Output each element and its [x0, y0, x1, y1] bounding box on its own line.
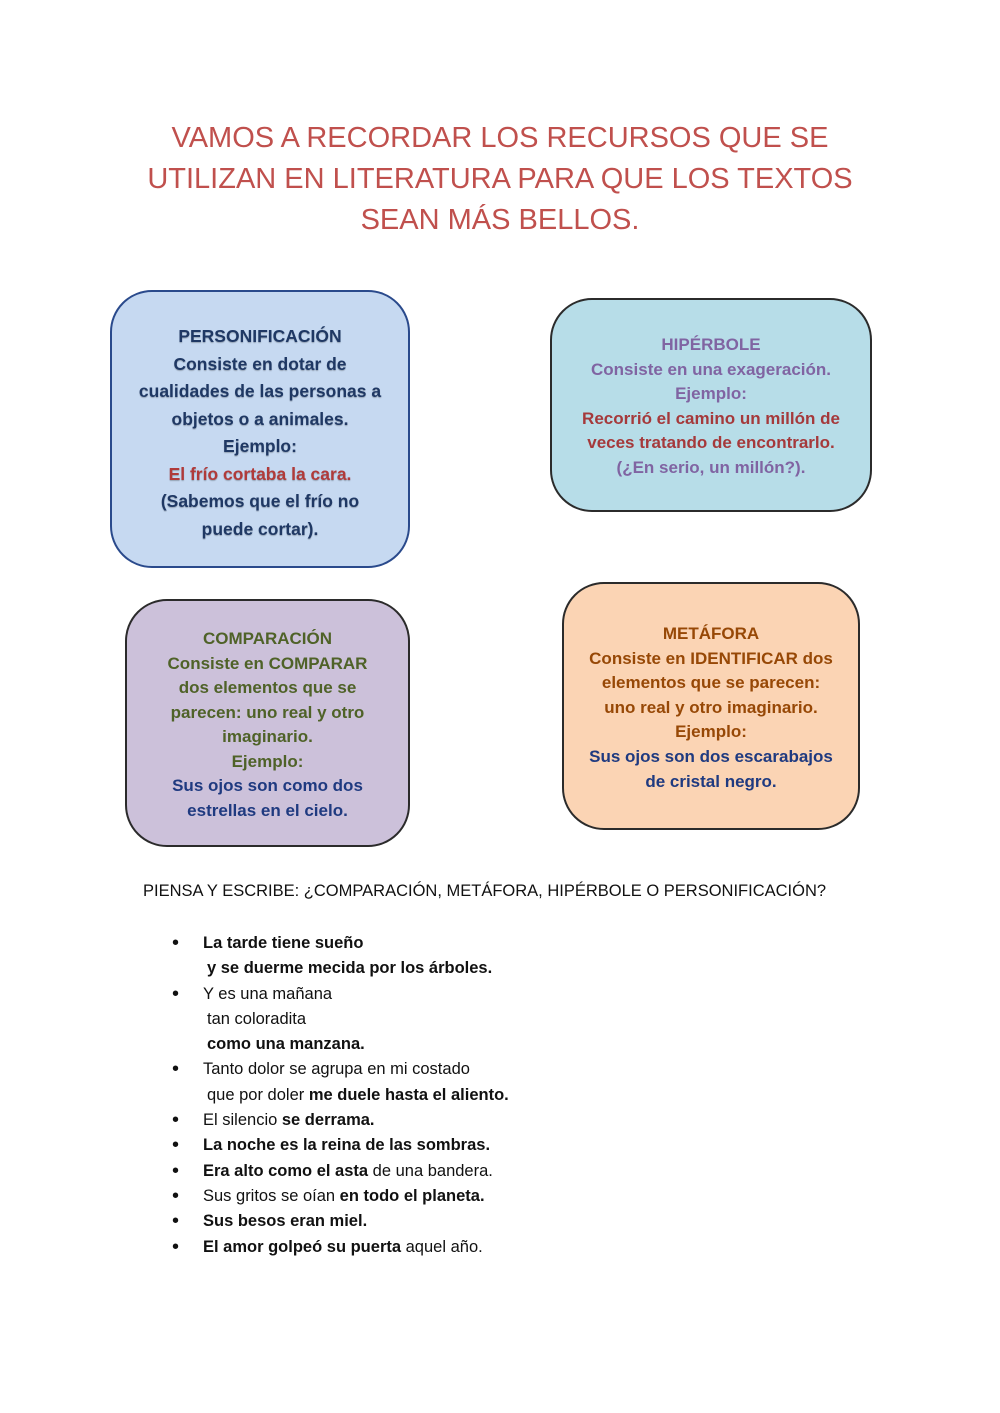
card-metafora [562, 582, 860, 830]
exercise-item [172, 1209, 509, 1234]
title-line: VAMOS A RECORDAR LOS RECURSOS QUE SE [171, 122, 829, 154]
card-example-label: Ejemplo: [223, 436, 297, 456]
exercise-item [172, 982, 509, 1058]
exercise-item [172, 1235, 509, 1260]
card-heading: METÁFORA [662, 624, 760, 643]
card-example-line: Sus ojos son dos escarabajos [589, 746, 833, 766]
card-example-line: Sus ojos son como dos [172, 776, 363, 795]
card-example-label: Ejemplo: [675, 384, 747, 404]
exercise-text: Y es una mañana [203, 984, 333, 1003]
card-personificacion [110, 290, 410, 568]
title-line: SEAN MÁS BELLOS. [360, 204, 640, 236]
exercise-line [203, 1235, 509, 1260]
exercise-line [203, 1032, 509, 1057]
card-definition-line: Consiste en COMPARAR [167, 653, 368, 673]
exercise-text: El silencio [203, 1111, 282, 1130]
exercise-line [203, 1184, 509, 1209]
card-definition-line: dos elementos que se [178, 678, 357, 697]
exercise-item [172, 1057, 509, 1108]
exercise-line [203, 1209, 509, 1234]
exercise-line [203, 982, 509, 1007]
card-definition-line: Consiste en una exageración. [591, 359, 831, 379]
exercise-line [203, 1108, 509, 1133]
exercise-item [172, 1133, 509, 1158]
exercise-text-bold: en todo el planeta. [339, 1186, 485, 1205]
exercise-text-bold: La noche es la reina de las sombras. [203, 1136, 491, 1155]
exercise-line [203, 1133, 509, 1158]
card-comparacion [125, 599, 410, 847]
card-definition-line: elementos que se parecen: [601, 673, 821, 693]
card-definition-line: imaginario. [222, 727, 313, 746]
card-hiperbole [550, 298, 872, 512]
exercise-text: Tanto dolor se agrupa en mi costado [203, 1060, 470, 1079]
exercise-text: Sus gritos se oían [203, 1186, 340, 1205]
card-example-line: veces tratando de encontrarlo. [587, 433, 835, 453]
card-definition-line: uno real y otro imaginario. [604, 697, 818, 717]
card-example-label: Ejemplo: [675, 722, 747, 742]
card-note-line: puede cortar). [201, 518, 319, 539]
title-line: UTILIZAN EN LITERATURA PARA QUE LOS TEXTOS [147, 163, 853, 195]
exercise-list [172, 931, 509, 1260]
card-example: El frío cortaba la cara. [168, 463, 352, 484]
card-definition-line: cualidades de las personas a [138, 381, 382, 401]
exercise-item [172, 1184, 509, 1209]
exercise-text-bold: El amor golpeó su puerta [203, 1237, 402, 1256]
card-definition-line: parecen: uno real y otro [170, 702, 365, 722]
exercise-line [203, 956, 509, 981]
card-example-line: Recorrió el camino un millón de [582, 408, 840, 428]
card-definition-line: objetos o a animales. [171, 408, 349, 429]
card-definition-line: Consiste en IDENTIFICAR dos [589, 648, 833, 668]
exercise-line [203, 931, 509, 956]
exercise-text-bold: y se duerme mecida por los árboles. [207, 959, 493, 978]
exercise-line [203, 1057, 509, 1082]
page-title [100, 118, 900, 241]
exercise-text: aquel año. [401, 1237, 483, 1256]
card-note-line: (Sabemos que el frío no [160, 491, 360, 511]
exercise-item [172, 931, 509, 982]
exercise-text-bold: me duele hasta el aliento. [308, 1085, 509, 1104]
exercise-item [172, 1159, 509, 1184]
exercise-line [203, 1007, 509, 1032]
card-example-label: Ejemplo: [231, 751, 304, 771]
card-note-line: (¿En serio, un millón?). [616, 457, 806, 477]
exercise-text-bold: La tarde tiene sueño [203, 934, 364, 952]
card-example-line: de cristal negro. [645, 771, 777, 791]
exercise-text: tan coloradita [207, 1009, 307, 1028]
card-heading: PERSONIFICACIÓN [178, 326, 342, 346]
exercise-line [203, 1083, 509, 1108]
exercise-text-bold: Era alto como el asta [203, 1161, 369, 1180]
card-definition-line: Consiste en dotar de [173, 353, 347, 374]
card-heading: COMPARACIÓN [202, 629, 333, 648]
exercise-text-bold: se derrama. [281, 1111, 375, 1130]
exercise-instruction: PIENSA Y ESCRIBE: ¿COMPARACIÓN, METÁFORA, HIPÉRBOLE O PERSONIFICACIÓN? [143, 882, 827, 900]
exercise-line [203, 1159, 509, 1184]
exercise-text: de una bandera. [368, 1161, 493, 1180]
exercise-text-bold: Sus besos eran miel. [203, 1212, 368, 1231]
card-heading: HIPÉRBOLE [661, 335, 761, 354]
exercise-text: que por doler [207, 1085, 309, 1104]
card-example-line: estrellas en el cielo. [187, 800, 348, 820]
exercise-text-bold: como una manzana. [207, 1035, 365, 1054]
exercise-item [172, 1108, 509, 1133]
